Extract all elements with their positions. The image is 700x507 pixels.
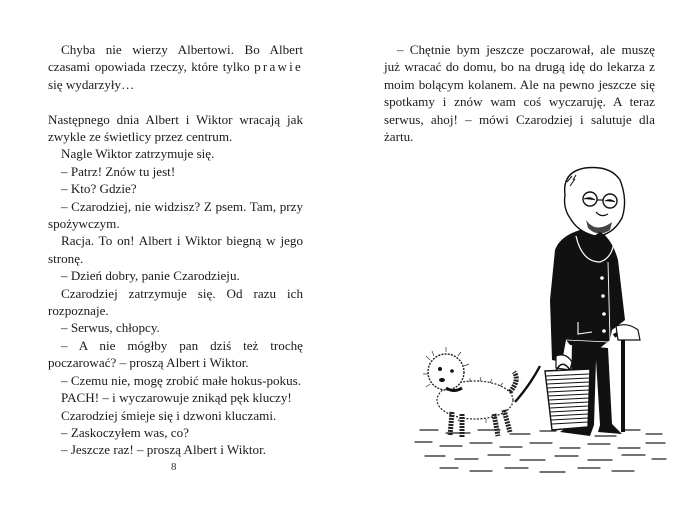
dialogue-line: – Zaskoczyłem was, co? bbox=[61, 424, 189, 440]
paragraph-text: Chyba nie wierzy Albertowi. Bo Albert czasami opowiada rzeczy, które tylko bbox=[48, 42, 303, 75]
dialogue-line: – Czarodziej, nie widzisz? Z psem. Tam, przy spożywczym. bbox=[48, 198, 303, 232]
dog bbox=[423, 347, 516, 438]
dog-head bbox=[428, 354, 464, 390]
paragraph: Nagle Wiktor zatrzymuje się. bbox=[61, 146, 215, 162]
paragraph bbox=[48, 41, 303, 93]
paragraph: Czarodziej śmieje się i dzwoni kluczami. bbox=[61, 407, 277, 423]
dialogue-line: – Czemu nie, mogę zrobić małe hokus-pokus. bbox=[61, 372, 301, 388]
wizard-hand bbox=[616, 325, 640, 340]
dialogue-line: – Chętnie bym jeszcze poczarował, ale muszę już wracać do domu, bo na drugą idę do lekarza z moim bolącym kolanem. Ale na pewno jeszcze się spotkamy i znów wam coś wyczaruję. A teraz serwus, ahoj! – mówi Czarodziej i salutuje dla żartu. bbox=[384, 42, 655, 145]
emphasized-word: prawie bbox=[254, 59, 303, 75]
paragraph: Czarodziej zatrzymuje się. Od razu ich rozpoznaje. bbox=[48, 285, 303, 319]
wizard-with-dog-illustration bbox=[400, 160, 670, 480]
shopping-bag bbox=[545, 364, 590, 430]
left-page-text bbox=[48, 41, 303, 459]
paragraph: Następnego dnia Albert i Wiktor wracają jak zwykle ze świetlicy przez centrum. bbox=[48, 111, 303, 145]
dialogue-line: – Kto? Gdzie? bbox=[61, 181, 137, 197]
right-page-text bbox=[384, 41, 655, 145]
paragraph: PACH! – i wyczarowuje znikąd pęk kluczy! bbox=[61, 390, 292, 406]
dialogue-line: – Dzień dobry, panie Czarodzieju. bbox=[61, 268, 240, 284]
dialogue-line: – Serwus, chłopcy. bbox=[61, 320, 160, 336]
dog-tail bbox=[510, 372, 516, 392]
wizard-coat bbox=[550, 230, 625, 362]
dialogue-line: – Jeszcze raz! – proszą Albert i Wiktor. bbox=[61, 442, 267, 458]
dialogue-line: – Patrz! Znów tu jest! bbox=[61, 163, 176, 179]
cane bbox=[621, 338, 625, 432]
leash bbox=[515, 366, 540, 402]
dialogue-line: – A nie mógłby pan dziś też trochę poczarować? – proszą Albert i Wiktor. bbox=[48, 337, 303, 371]
paragraph-text: się wydarzyły… bbox=[48, 76, 135, 92]
ground-hatching bbox=[415, 430, 666, 472]
page-number: 8 bbox=[171, 461, 177, 473]
paragraph: Racja. To on! Albert i Wiktor biegną w jego stronę. bbox=[48, 233, 303, 266]
wizard-head bbox=[565, 168, 625, 241]
